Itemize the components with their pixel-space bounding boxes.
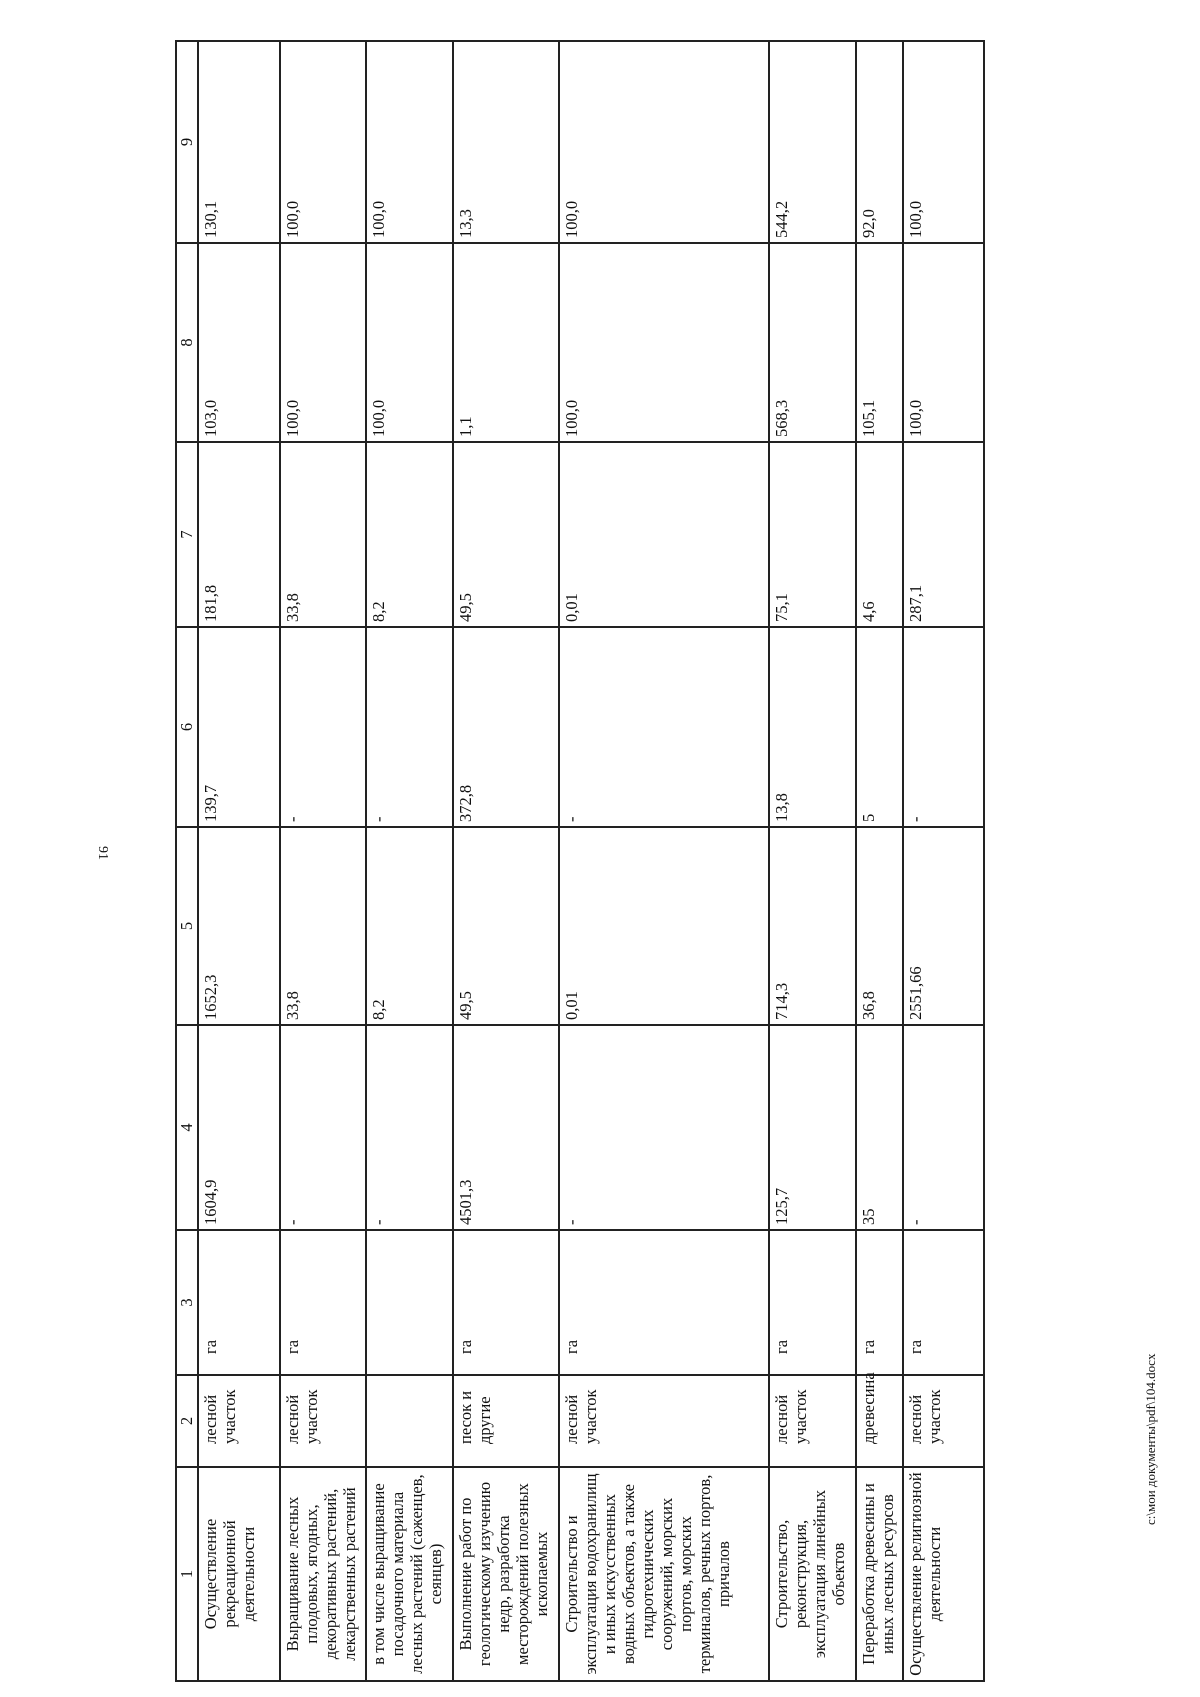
value-cell: - <box>366 1025 453 1230</box>
value-cell: 0,01 <box>559 442 769 627</box>
value-cell: 13,3 <box>453 41 559 243</box>
column-header: 8 <box>176 243 198 442</box>
unit-cell: га <box>559 1230 769 1375</box>
rotated-table-container <box>175 42 985 1682</box>
table-row <box>453 41 559 1681</box>
value-cell: - <box>559 1025 769 1230</box>
value-cell: 130,1 <box>198 41 280 243</box>
table-row <box>769 41 856 1681</box>
table-row <box>280 41 367 1681</box>
value-cell: 49,5 <box>453 827 559 1025</box>
table-row <box>559 41 769 1681</box>
value-cell: 105,1 <box>856 243 903 442</box>
resource-cell: лесной участок <box>903 1375 984 1467</box>
unit-cell: га <box>769 1230 856 1375</box>
value-cell: 33,8 <box>280 442 367 627</box>
table-row <box>903 41 984 1681</box>
value-cell: 49,5 <box>453 442 559 627</box>
resource-cell <box>366 1375 453 1467</box>
value-cell: 75,1 <box>769 442 856 627</box>
unit-cell: га <box>198 1230 280 1375</box>
value-cell: 35 <box>856 1025 903 1230</box>
value-cell: 4501,3 <box>453 1025 559 1230</box>
value-cell: - <box>903 1025 984 1230</box>
activity-cell: Осуществление рекреационной деятельности <box>198 1467 280 1681</box>
unit-cell: га <box>453 1230 559 1375</box>
column-header: 2 <box>176 1375 198 1467</box>
table-header-row <box>176 41 198 1681</box>
unit-cell: га <box>280 1230 367 1375</box>
value-cell: 100,0 <box>280 41 367 243</box>
value-cell: 714,3 <box>769 827 856 1025</box>
value-cell: 100,0 <box>559 243 769 442</box>
table-row <box>198 41 280 1681</box>
value-cell: 8,2 <box>366 442 453 627</box>
value-cell: 125,7 <box>769 1025 856 1230</box>
value-cell: 544,2 <box>769 41 856 243</box>
activity-cell: Выращивание лесных плодовых, ягодных, декоративных растений, лекарственных растений <box>280 1467 367 1681</box>
value-cell: 100,0 <box>366 243 453 442</box>
value-cell: 103,0 <box>198 243 280 442</box>
page-number: 91 <box>95 846 110 860</box>
resource-cell: древесина <box>856 1375 903 1467</box>
unit-cell: га <box>903 1230 984 1375</box>
value-cell: 13,8 <box>769 627 856 827</box>
activity-cell: Строительство и эксплуатация водохранилищ и иных искусственных водных объектов, а также гидротехнических сооружений, морских портов, морских терминалов, речных портов, причалов <box>559 1467 769 1681</box>
value-cell: 1604,9 <box>198 1025 280 1230</box>
value-cell: 4,6 <box>856 442 903 627</box>
resource-cell: лесной участок <box>280 1375 367 1467</box>
value-cell: 1652,3 <box>198 827 280 1025</box>
value-cell: - <box>366 627 453 827</box>
value-cell: 1,1 <box>453 243 559 442</box>
value-cell: 100,0 <box>559 41 769 243</box>
value-cell: 100,0 <box>366 41 453 243</box>
value-cell: 568,3 <box>769 243 856 442</box>
column-header: 4 <box>176 1025 198 1230</box>
value-cell: - <box>559 627 769 827</box>
value-cell: 33,8 <box>280 827 367 1025</box>
column-header: 3 <box>176 1230 198 1375</box>
resource-cell: лесной участок <box>198 1375 280 1467</box>
value-cell: 92,0 <box>856 41 903 243</box>
value-cell: - <box>280 1025 367 1230</box>
value-cell: 139,7 <box>198 627 280 827</box>
column-header: 7 <box>176 442 198 627</box>
value-cell: 36,8 <box>856 827 903 1025</box>
data-table <box>175 40 985 1682</box>
table-row <box>856 41 903 1681</box>
value-cell: 100,0 <box>903 41 984 243</box>
value-cell: 372,8 <box>453 627 559 827</box>
value-cell: 5 <box>856 627 903 827</box>
value-cell: 8,2 <box>366 827 453 1025</box>
column-header: 9 <box>176 41 198 243</box>
activity-cell: Переработка древесины и иных лесных ресурсов <box>856 1467 903 1681</box>
activity-cell: Выполнение работ по геологическому изучению недр, разработка месторождений полезных ископаемых <box>453 1467 559 1681</box>
value-cell: 100,0 <box>280 243 367 442</box>
column-header: 5 <box>176 827 198 1025</box>
column-header: 1 <box>176 1467 198 1681</box>
column-header: 6 <box>176 627 198 827</box>
value-cell: 0,01 <box>559 827 769 1025</box>
unit-cell: га <box>856 1230 903 1375</box>
activity-cell: Строительство, реконструкция, эксплуатация линейных объектов <box>769 1467 856 1681</box>
resource-cell: лесной участок <box>559 1375 769 1467</box>
value-cell: 100,0 <box>903 243 984 442</box>
activity-cell: в том числе выращивание посадочного материала лесных растений (саженцев, сеянцев) <box>366 1467 453 1681</box>
table-body <box>198 41 984 1681</box>
resource-cell: лесной участок <box>769 1375 856 1467</box>
value-cell: - <box>903 627 984 827</box>
value-cell: 287,1 <box>903 442 984 627</box>
footer-file-path: c:\мои документы\pdf\104.docx <box>1143 1353 1158 1525</box>
activity-cell: Осуществление религиозной деятельности <box>903 1467 984 1681</box>
table-row <box>366 41 453 1681</box>
unit-cell <box>366 1230 453 1375</box>
value-cell: - <box>280 627 367 827</box>
value-cell: 2551,66 <box>903 827 984 1025</box>
resource-cell: песок и другие <box>453 1375 559 1467</box>
value-cell: 181,8 <box>198 442 280 627</box>
